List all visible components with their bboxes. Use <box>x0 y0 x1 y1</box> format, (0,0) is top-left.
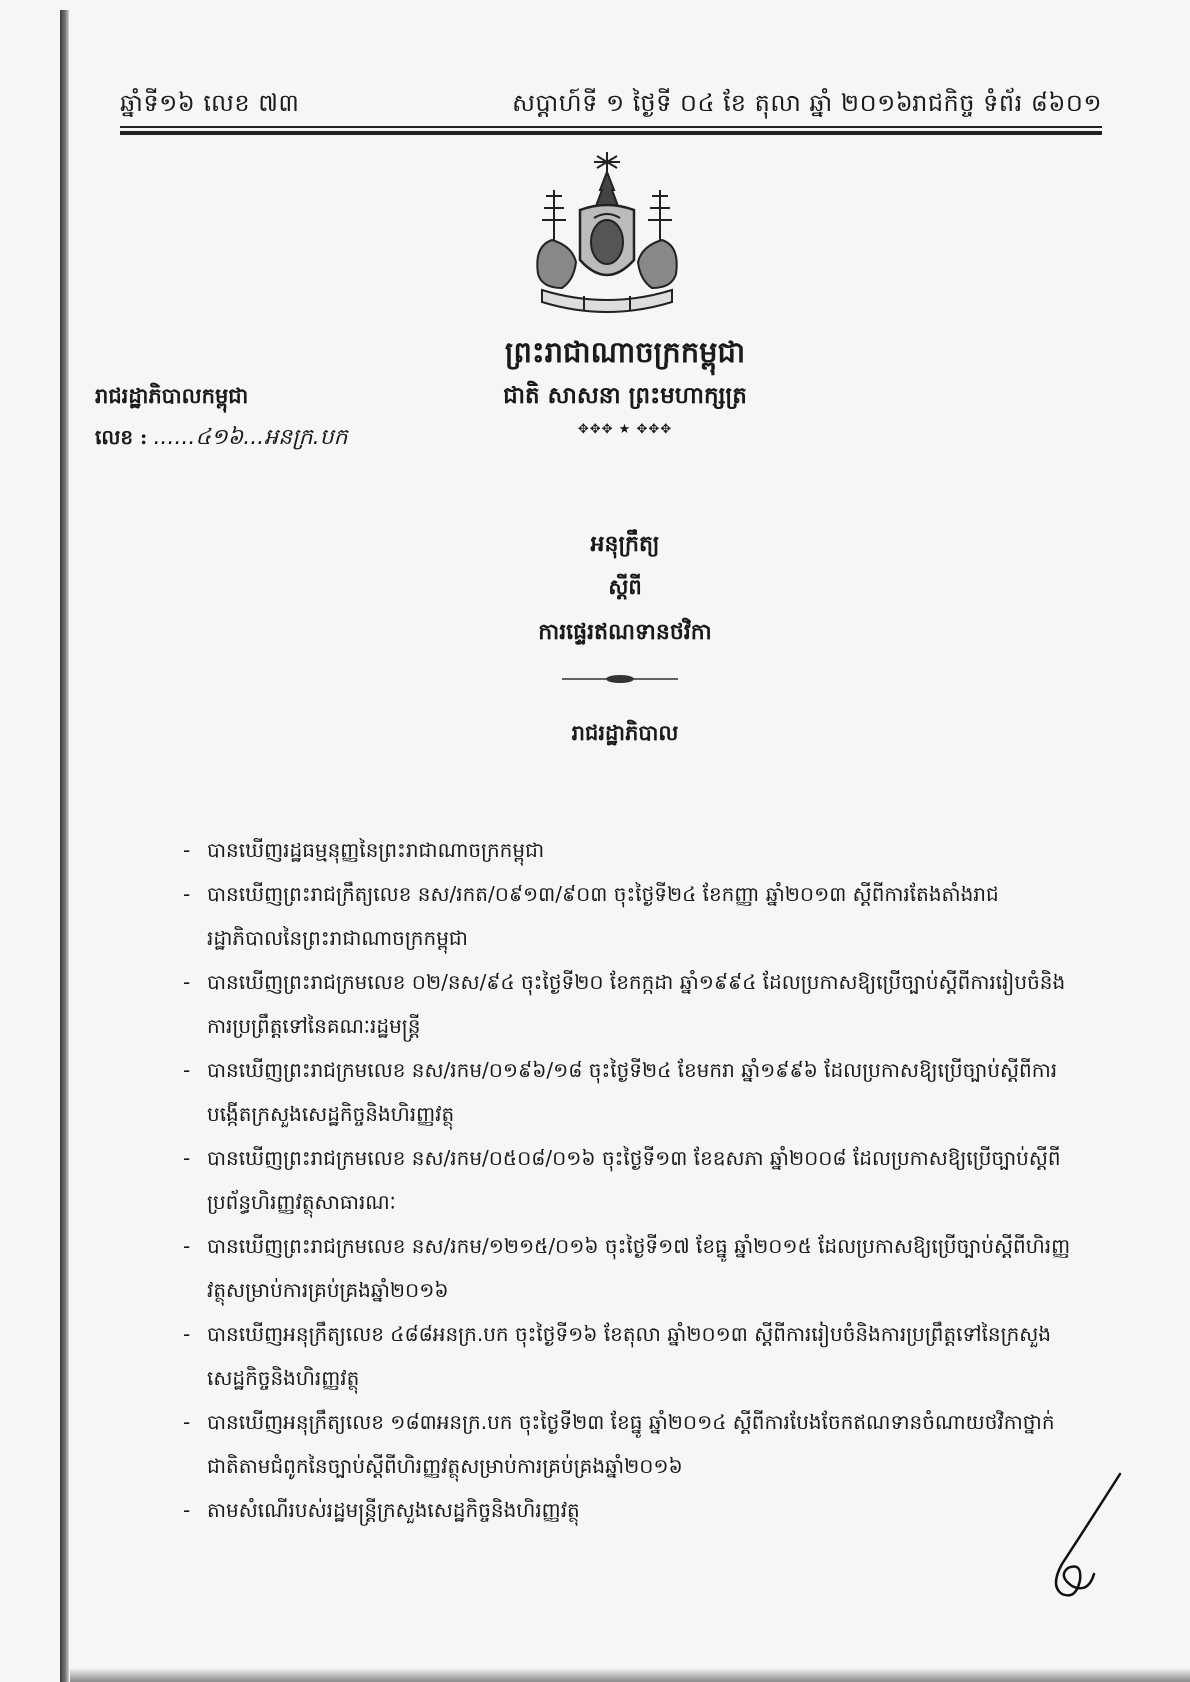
consideration-item: - បានឃើញព្រះរាជក្រឹត្យលេខ នស/រកត/០៩១៣/៩០៣ ចុះថ្ងៃទី២៤ ខែកញ្ញា ឆ្នាំ២០១៣ ស្តីពីការតែងតាំងរាជរដ្ឋាភិបាលនៃព្រះរាជាណាចក្រកម្ពុជា <box>183 872 1073 960</box>
consideration-item: - បានឃើញព្រះរាជក្រមលេខ នស/រកម/០១៩៦/១៨ ចុះថ្ងៃទី២៤ ខែមករា ឆ្នាំ១៩៩៦ ដែលប្រកាសឱ្យប្រើច្បាប់ស្តីពីការបង្កើតក្រសួងសេដ្ឋកិច្ចនិងហិរញ្ញវត្ថុ <box>183 1048 1073 1136</box>
national-motto: ជាតិ សាសនា ព្រះមហាក្សត្រ <box>503 382 747 409</box>
gazette-header <box>120 88 1102 122</box>
reference-value: ......៤១៦...អនក្រ.បក <box>153 425 348 450</box>
considerations-list <box>183 828 1073 1532</box>
gazette-issue: ឆ្នាំទី១៦ លេខ ៧៣ <box>120 88 300 117</box>
header-rule-thin <box>120 126 1102 128</box>
document-about: ស្តីពី <box>608 574 642 599</box>
consideration-item: - បានឃើញព្រះរាជក្រមលេខ ០២/នស/៩៤ ចុះថ្ងៃទី២០ ខែកក្កដា ឆ្នាំ១៩៩៤ ដែលប្រកាសឱ្យប្រើច្បាប់ស្តីពីការរៀបចំនិងការប្រព្រឹត្តទៅនៃគណៈរដ្ឋមន្ត្រី <box>183 960 1073 1048</box>
gazette-date: សប្តាហ៍ទី ១ ថ្ងៃទី ០៤ ខែ តុលា ឆ្នាំ ២០១៦ <box>512 88 914 117</box>
issuing-government: រាជរដ្ឋាភិបាលកម្ពុជា <box>95 383 249 408</box>
title-divider <box>562 673 678 685</box>
star-icon <box>594 152 620 172</box>
header-rule-thick <box>120 131 1102 135</box>
ornament-divider: ✥✥✥ ★ ✥✥✥ <box>577 422 673 437</box>
document-type: អនុក្រឹត្យ <box>590 531 660 557</box>
kingdom-title: ព្រះរាជាណាចក្រកម្ពុជា <box>504 335 746 369</box>
royal-emblem <box>522 150 692 322</box>
binding-edge <box>60 10 69 1682</box>
consideration-item: - បានឃើញអនុក្រឹត្យលេខ ៤៨៨អនក្រ.បក ចុះថ្ងៃទី១៦ ខែតុលា ឆ្នាំ២០១៣ ស្តីពីការរៀបចំនិងការប្រព្រឹត្តទៅនៃក្រសួងសេដ្ឋកិច្ចនិងហិរញ្ញវត្ថុ <box>183 1312 1073 1400</box>
reference-label: លេខ : <box>95 425 148 449</box>
consideration-item: - បានឃើញរដ្ឋធម្មនុញ្ញនៃព្រះរាជាណាចក្រកម្ពុជា <box>183 828 1073 872</box>
document-subject: ការផ្ទេរឥណទានថវិកា <box>538 619 712 645</box>
consideration-item: - បានឃើញព្រះរាជក្រមលេខ នស/រកម/០៥០៨/០១៦ ចុះថ្ងៃទី១៣ ខែឧសភា ឆ្នាំ២០០៨ ដែលប្រកាសឱ្យប្រើច្បាប់ស្តីពីប្រព័ន្ធហិរញ្ញវត្ថុសាធារណៈ <box>183 1136 1073 1224</box>
handwritten-initial <box>1032 1468 1132 1608</box>
issuer-heading: រាជរដ្ឋាភិបាល <box>571 720 679 745</box>
consideration-item: - បានឃើញអនុក្រឹត្យលេខ ១៨៣អនក្រ.បក ចុះថ្ងៃទី២៣ ខែធ្នូ ឆ្នាំ២០១៤ ស្តីពីការបែងចែកឥណទានចំណាយថវិកាថ្នាក់ជាតិតាមជំពូកនៃច្បាប់ស្តីពីហិរញ្ញវត្ថុសម្រាប់ការគ្រប់គ្រងឆ្នាំ២០១៦ <box>183 1400 1073 1488</box>
gazette-page: រាជកិច្ច ទំព័រ ៨៦០១ <box>912 88 1102 117</box>
consideration-item: - បានឃើញព្រះរាជក្រមលេខ នស/រកម/១២១៥/០១៦ ចុះថ្ងៃទី១៧ ខែធ្នូ ឆ្នាំ២០១៥ ដែលប្រកាសឱ្យប្រើច្បាប់ស្តីពីហិរញ្ញវត្ថុសម្រាប់ការគ្រប់គ្រងឆ្នាំ២០១៦ <box>183 1224 1073 1312</box>
scan-shadow <box>70 1668 1190 1682</box>
reference-number <box>95 423 348 455</box>
consideration-item: - តាមសំណើរបស់រដ្ឋមន្ត្រីក្រសួងសេដ្ឋកិច្ចនិងហិរញ្ញវត្ថុ <box>183 1488 1073 1532</box>
